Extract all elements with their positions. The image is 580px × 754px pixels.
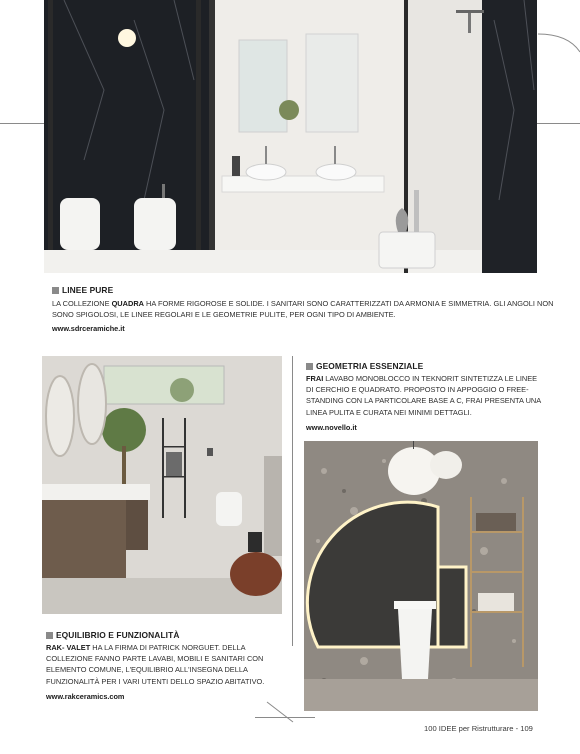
photo-rak-valet-bathroom (42, 356, 282, 614)
heading-marker-square (52, 287, 59, 294)
body-geometria-essenziale: FRAI LAVABO MONOBLOCCO IN TEKNORIT SINTETIZZA LE LINEE DI CERCHIO E QUADRATO. PROPOSTO IN APPOGGIO O FREE- STANDING CON LA PARTICOLARE BASE A C, FRAI PRESENTA UNA LINEA PULITA E CURATA NEI MINIMI DETTAGLI. (306, 374, 542, 417)
link-sdrceramiche[interactable]: www.sdrceramiche.it (52, 324, 125, 333)
link-rakceramics[interactable]: www.rakceramics.com (46, 692, 125, 701)
brand-quadra: QUADRA (111, 299, 144, 308)
page-footer: 100 IDEE per Ristrutturare - 109 (424, 724, 533, 733)
heading-marker-square (46, 632, 53, 639)
crop-arc-top-right (538, 30, 580, 60)
photo-quadra-bathroom (44, 0, 537, 273)
link-novello[interactable]: www.novello.it (306, 423, 357, 432)
body-equilibrio-funzionalita: RAK- VALET HA LA FIRMA DI PATRICK NORGUET. DELLA COLLEZIONE FANNO PARTE LAVABI, MOBILI E SANITARI CON ELEMENTO COMUNE, L'EQUILIBRIO ALL'INSEGNA DELLA FUNZIONALITÀ PER I VARI UTENTI DELLO SPAZIO ABITATIVO. (46, 643, 265, 686)
heading-marker-square (306, 363, 313, 370)
crop-line-diagonal (265, 700, 295, 724)
body-linee-pure: LA COLLEZIONE QUADRA HA FORME RIGOROSE E SOLIDE. I SANITARI SONO CARATTERIZZATI DA ARMONIA E SIMMETRIA. GLI ANGOLI NON SONO SPIGOLOSI, LE LINEE REGOLARI E LE GEOMETRIE PULITE, PER OGNI TIPO DI AMBIENTE. (52, 299, 554, 320)
heading-geometria-essenziale: GEOMETRIA ESSENZIALE (306, 361, 423, 371)
crop-line-top-right (537, 123, 580, 124)
brand-rak-valet: RAK- VALET (46, 643, 91, 652)
crop-line-vertical (292, 356, 293, 646)
crop-line-top-left (0, 123, 44, 124)
photo-frai-washbasin (304, 441, 538, 711)
heading-equilibrio-funzionalita: EQUILIBRIO E FUNZIONALITÀ (46, 630, 179, 640)
heading-linee-pure: LINEE PURE (52, 285, 113, 295)
brand-frai: FRAI (306, 374, 324, 383)
